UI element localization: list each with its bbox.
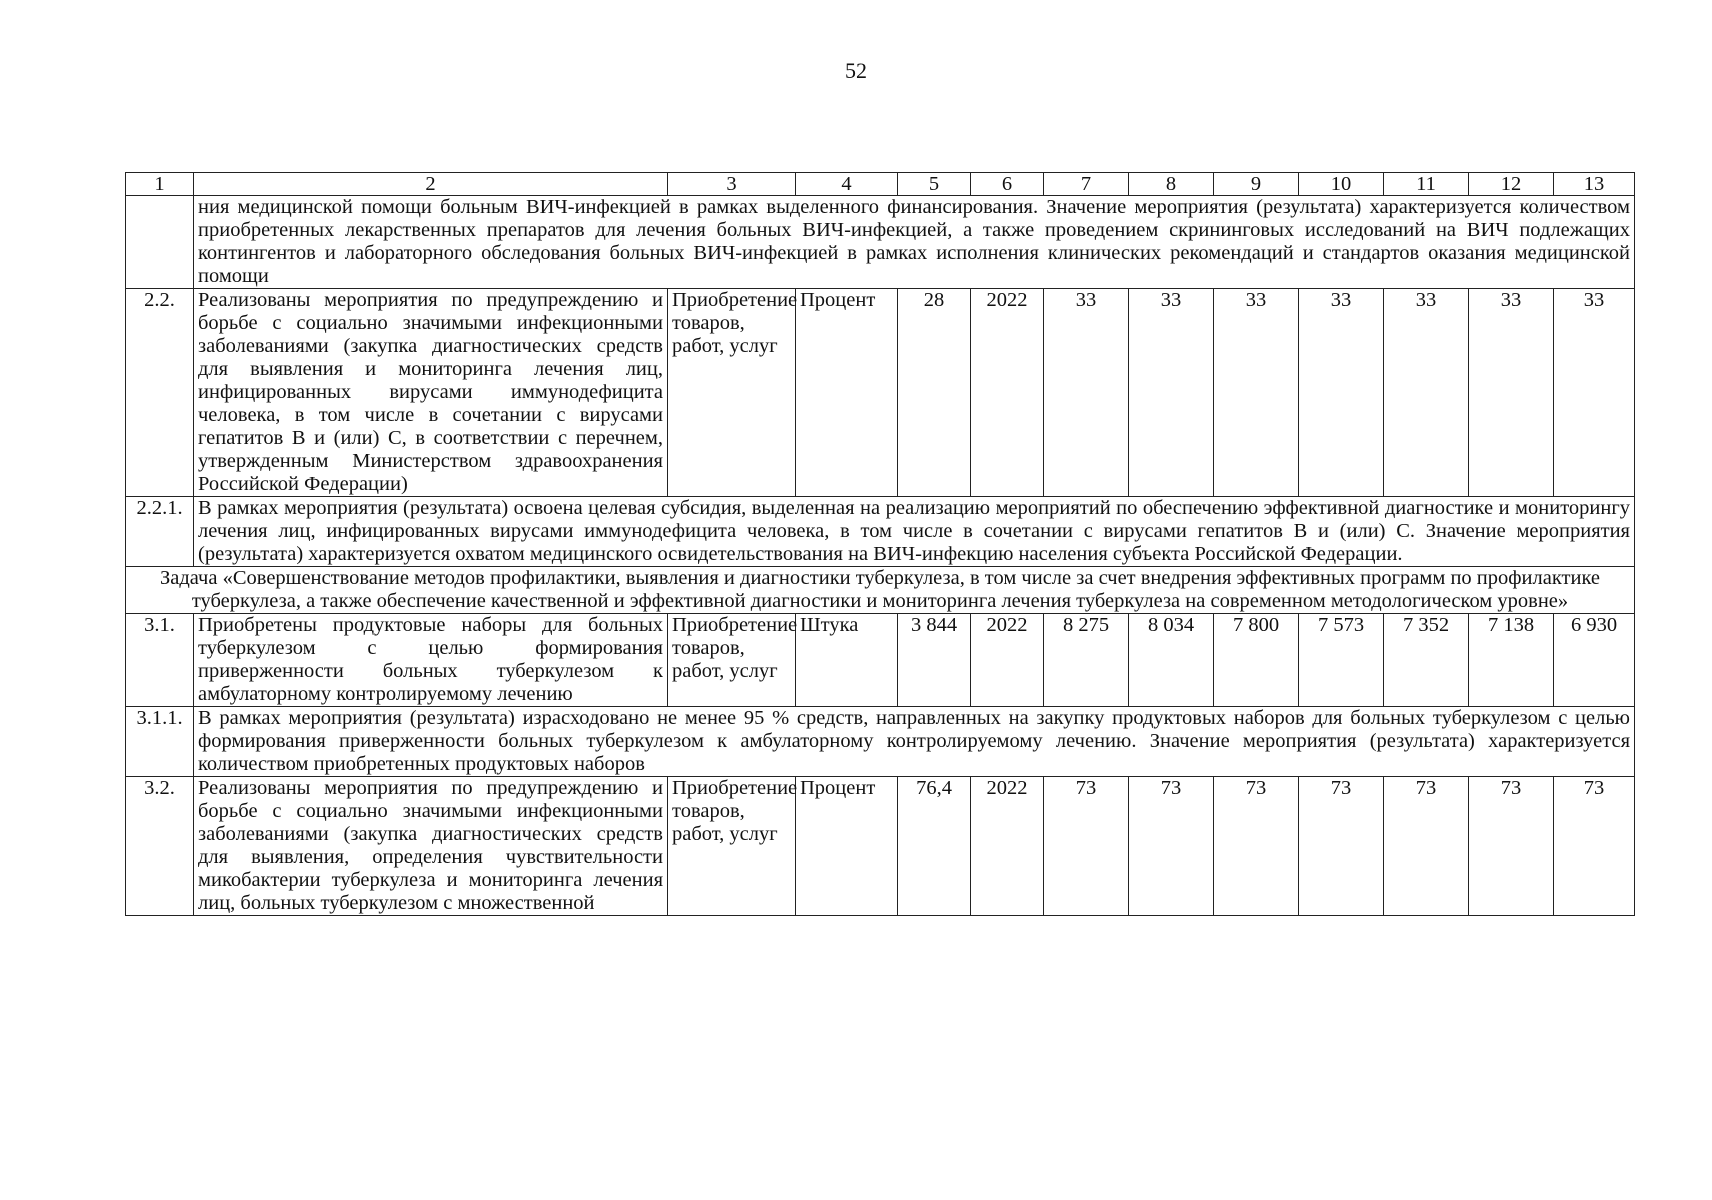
page-number: 52 [845,58,867,83]
col-header: 2 [194,173,668,196]
table-row [126,567,1635,614]
col-header: 3 [668,173,796,196]
value-cell: 7 573 [1299,614,1384,707]
table-row [126,497,1635,567]
col-header: 10 [1299,173,1384,196]
unit-cell: Штука [796,614,898,707]
value-cell: 33 [1214,289,1299,497]
col-header: 12 [1469,173,1554,196]
row-id-cell: 3.2. [126,777,194,916]
table-row [126,289,1635,497]
value-cell: 33 [1384,289,1469,497]
value-cell: 33 [1299,289,1384,497]
value-cell: 6 930 [1554,614,1635,707]
note-cell: В рамках мероприятия (результата) освоена целевая субсидия, выделенная на реализацию мероприятий по обеспечению эффективной диагностике и мониторингу лечения лиц, инфицированных вирусами иммунодефицита человека, в том числе в сочетании с вирусами гепатитов В и (или) С. Значение мероприятия (результата) характеризуется охватом медицинского освидетельствования на ВИЧ-инфекцию населения субъекта Российской Федерации. [194,497,1635,567]
base-year-cell: 2022 [971,614,1044,707]
col-header: 1 [126,173,194,196]
value-cell: 7 800 [1214,614,1299,707]
type-cell: Приобретение товаров, работ, услуг [668,614,796,707]
base-value-cell: 28 [898,289,971,497]
col-header: 4 [796,173,898,196]
indicators-table [125,172,1635,916]
col-header: 8 [1129,173,1214,196]
col-header: 9 [1214,173,1299,196]
table-row [126,196,1635,289]
col-header: 5 [898,173,971,196]
value-cell: 8 275 [1044,614,1129,707]
value-cell: 33 [1469,289,1554,497]
task-heading-cell: Задача «Совершенствование методов профилактики, выявления и диагностики туберкулеза, в том числе за счет внедрения эффективных программ по профилактике туберкулеза, а также обеспечение качественной и эффективной диагностики и мониторинга лечения туберкулеза на современном методологическом уровне» [126,567,1635,614]
col-header: 11 [1384,173,1469,196]
note-cell: В рамках мероприятия (результата) израсходовано не менее 95 % средств, направленных на закупку продуктовых наборов для больных туберкулезом с целью формирования приверженности больных туберкулезом к амбулаторному контролируемому лечению. Значение мероприятия (результата) характеризуется количеством приобретенных продуктовых наборов [194,707,1635,777]
value-cell: 73 [1044,777,1129,916]
value-cell: 7 138 [1469,614,1554,707]
name-cell: Реализованы мероприятия по предупреждению и борьбе с социально значимыми инфекционными заболеваниями (закупка диагностических средств для выявления, определения чувствительности микобактерии туберкулеза и мониторинга лечения лиц, больных туберкулезом с множественной [194,777,668,916]
base-year-cell: 2022 [971,777,1044,916]
value-cell: 7 352 [1384,614,1469,707]
unit-cell: Процент [796,289,898,497]
base-value-cell: 76,4 [898,777,971,916]
header-row [126,173,1635,196]
note-cell: ния медицинской помощи больным ВИЧ-инфекцией в рамках выделенного финансирования. Значение мероприятия (результата) характеризуется количеством приобретенных лекарственных препаратов для лечения больных ВИЧ-инфекцией, а также проведением скрининговых исследований на ВИЧ подлежащих контингентов и лабораторного обследования больных ВИЧ-инфекцией в рамках исполнения клинических рекомендаций и стандартов оказания медицинской помощи [194,196,1635,289]
type-cell: Приобретение товаров, работ, услуг [668,777,796,916]
name-cell: Приобретены продуктовые наборы для больных туберкулезом с целью формирования приверженности больных туберкулезом к амбулаторному контролируемому лечению [194,614,668,707]
row-id-cell: 3.1.1. [126,707,194,777]
value-cell: 73 [1129,777,1214,916]
value-cell: 73 [1469,777,1554,916]
name-cell: Реализованы мероприятия по предупреждению и борьбе с социально значимыми инфекционными заболеваниями (закупка диагностических средств для выявления и мониторинга лечения лиц, инфицированных вирусами иммунодефицита человека, в том числе в сочетании с вирусами гепатитов В и (или) С, в соответствии с перечнем, утвержденным Министерством здравоохранения Российской Федерации) [194,289,668,497]
col-header: 7 [1044,173,1129,196]
row-id-cell: 2.2.1. [126,497,194,567]
table-row [126,614,1635,707]
value-cell: 73 [1554,777,1635,916]
table-row [126,777,1635,916]
table-row [126,707,1635,777]
row-id-cell: 2.2. [126,289,194,497]
value-cell: 33 [1129,289,1214,497]
row-id-cell [126,196,194,289]
row-id-cell: 3.1. [126,614,194,707]
value-cell: 73 [1299,777,1384,916]
value-cell: 73 [1384,777,1469,916]
col-header: 6 [971,173,1044,196]
col-header: 13 [1554,173,1635,196]
type-cell: Приобретение товаров, работ, услуг [668,289,796,497]
value-cell: 73 [1214,777,1299,916]
unit-cell: Процент [796,777,898,916]
value-cell: 33 [1044,289,1129,497]
value-cell: 33 [1554,289,1635,497]
base-year-cell: 2022 [971,289,1044,497]
base-value-cell: 3 844 [898,614,971,707]
value-cell: 8 034 [1129,614,1214,707]
